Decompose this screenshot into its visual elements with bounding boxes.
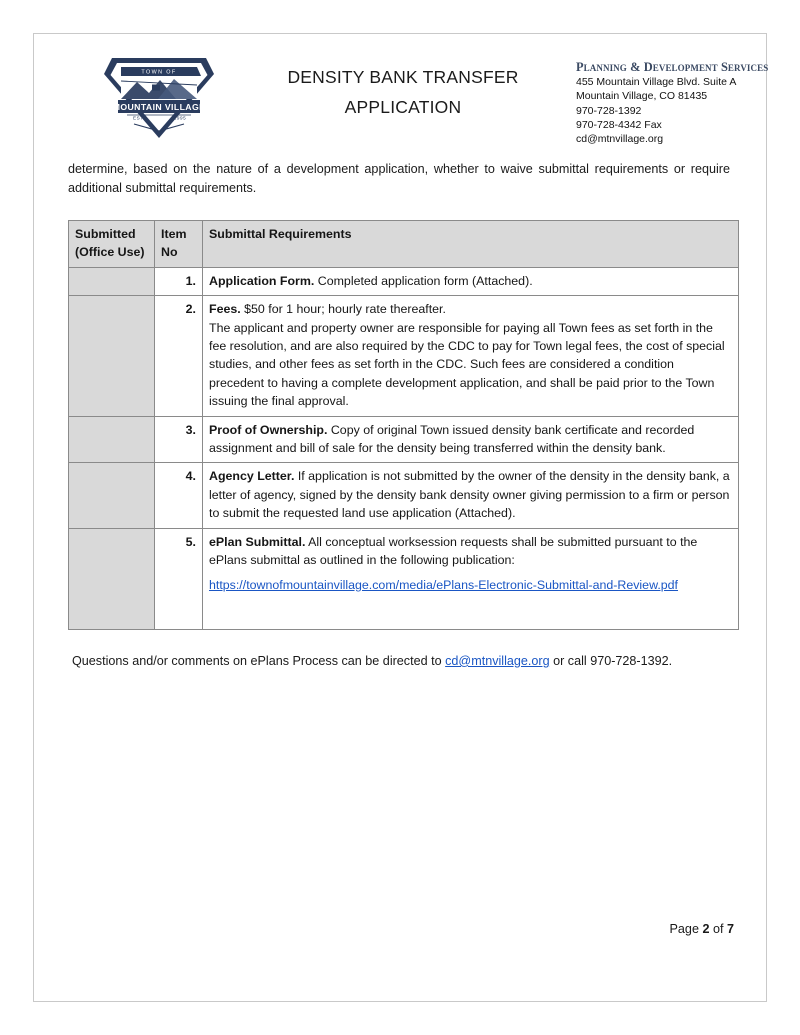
mountain-village-logo-icon	[100, 52, 218, 144]
svg-text:EST.: EST.	[132, 115, 146, 121]
address-line-2: Mountain Village, CO 81435	[576, 90, 708, 103]
office-use-cell[interactable]	[69, 296, 155, 416]
page-current: 2	[702, 922, 710, 936]
svg-text:MOUNTAIN VILLAGE: MOUNTAIN VILLAGE	[112, 101, 206, 112]
requirement-cell	[203, 528, 739, 629]
submittal-requirements-table	[68, 220, 739, 630]
requirement-title: Agency Letter.	[209, 469, 295, 484]
page-title-line1: DENSITY BANK TRANSFER	[287, 67, 519, 87]
page-title-line2: APPLICATION	[344, 97, 462, 117]
column-header-item-sub: No	[161, 245, 178, 260]
contact-email-link[interactable]: cd@mtnvillage.org	[445, 653, 550, 668]
requirement-text-secondary: The applicant and property owner are responsible for paying all Town fees as set forth in the fee resolution, and are also required by the CDC to pay for Town legal fees, the cost of special studies, and other fees as set forth in the CDC. Such fees are considered a condition precedent to having a complete development application, and shall be paid prior to the Town issuing the final approval.	[209, 320, 725, 409]
column-header-submitted	[69, 221, 155, 268]
requirement-text: Completed application form (Attached).	[314, 273, 533, 288]
column-header-submitted-sub: (Office Use)	[75, 245, 145, 260]
requirement-text: All conceptual worksession requests shall be submitted pursuant to the ePlans submittal as outlined in the following publication:	[209, 534, 698, 568]
table-row	[69, 267, 739, 295]
table-header-row	[69, 221, 739, 268]
requirement-title: Fees.	[209, 302, 241, 317]
page-total: 7	[726, 922, 734, 936]
page-sheet	[33, 33, 767, 1002]
requirement-cell	[203, 463, 739, 528]
column-header-item-no	[155, 221, 203, 268]
page-label: Page	[669, 922, 703, 936]
questions-note	[68, 652, 734, 671]
contact-email: cd@mtnvillage.org	[576, 133, 664, 146]
office-use-cell[interactable]	[69, 463, 155, 528]
questions-note-after: or call 970-728-1392.	[549, 653, 673, 668]
contact-block	[576, 60, 796, 146]
svg-text:TOWN OF: TOWN OF	[141, 69, 177, 76]
item-number: 4.	[155, 463, 203, 528]
column-header-requirements: Submittal Requirements	[203, 221, 739, 268]
office-use-cell[interactable]	[69, 267, 155, 295]
office-use-cell[interactable]	[69, 416, 155, 463]
page-of: of	[709, 922, 727, 936]
column-header-submitted-main: Submitted	[75, 227, 136, 241]
requirement-title: Proof of Ownership.	[209, 422, 328, 437]
requirement-text: Copy of original Town issued density bank certificate and recorded assignment and bill of sale for the density being transferred within the density bank.	[209, 422, 695, 456]
table-row	[69, 463, 739, 528]
item-number: 2.	[155, 296, 203, 416]
requirement-text: $50 for 1 hour; hourly rate thereafter.	[240, 302, 446, 317]
questions-note-before: Questions and/or comments on ePlans Process can be directed to	[72, 653, 446, 668]
svg-text:1995: 1995	[173, 115, 187, 121]
item-number: 5.	[155, 528, 203, 629]
office-use-cell[interactable]	[69, 528, 155, 629]
requirement-cell	[203, 416, 739, 463]
fax-number: 970-728-4342 Fax	[576, 118, 662, 131]
row-spacer	[209, 594, 732, 624]
requirement-text: If application is not submitted by the owner of the density in the density bank, a letter of agency, signed by the density bank density owner giving permission to a firm or person to submit the requested land use application (Attached).	[209, 469, 730, 521]
column-header-item-main: Item	[161, 227, 187, 241]
page-title	[258, 62, 548, 122]
address-line-1: 455 Mountain Village Blvd. Suite A	[576, 76, 737, 89]
requirement-title: Application Form.	[209, 273, 315, 288]
requirement-cell	[203, 296, 739, 416]
requirement-title: ePlan Submittal.	[209, 534, 306, 549]
table-row	[69, 296, 739, 416]
table-row	[69, 416, 739, 463]
table-row	[69, 528, 739, 629]
intro-paragraph: determine, based on the nature of a development application, whether to waive submittal requirements or require additional submittal requirements.	[68, 162, 730, 195]
requirement-cell	[203, 267, 739, 295]
page-number-footer	[68, 922, 734, 936]
page-content	[68, 44, 769, 684]
item-number: 1.	[155, 267, 203, 295]
eplans-publication-link[interactable]: https://townofmountainvillage.com/media/ePlans-Electronic-Submittal-and-Review.pdf	[209, 577, 679, 592]
item-number: 3.	[155, 416, 203, 463]
department-name: Planning & Development Services	[576, 60, 769, 74]
phone-number: 970-728-1392	[576, 104, 642, 117]
document-header	[68, 44, 769, 149]
